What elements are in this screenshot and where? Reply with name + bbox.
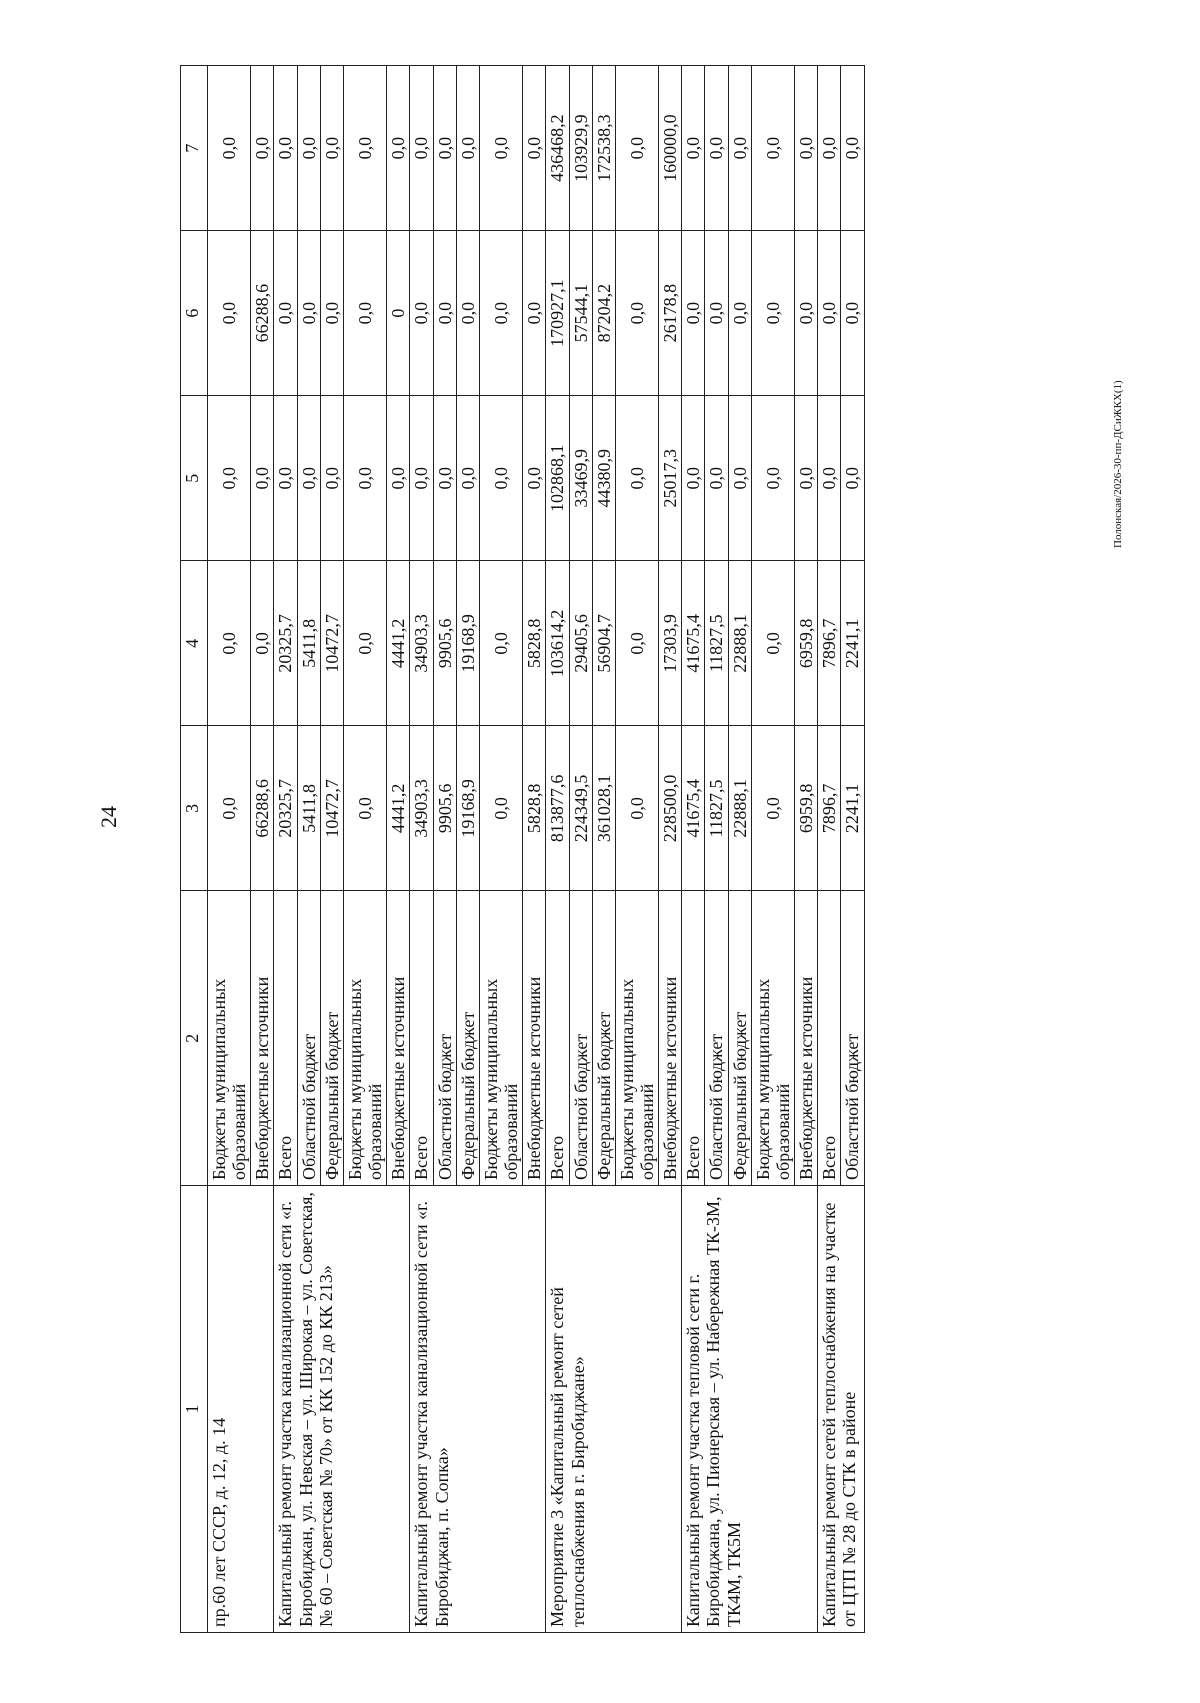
- table-row: [274, 66, 297, 1633]
- value-cell: 0,0: [433, 66, 456, 231]
- value-cell: 0,0: [456, 231, 479, 396]
- header-col-7: 7: [181, 66, 208, 231]
- value-cell: 172538,3: [592, 66, 615, 231]
- value-cell: 10472,7: [320, 561, 343, 726]
- value-cell: 0,0: [274, 396, 297, 561]
- value-cell: 0,0: [523, 396, 546, 561]
- funding-source: Внебюджетные источники: [523, 891, 546, 1186]
- value-cell: 0,0: [297, 66, 320, 231]
- value-cell: 0,0: [728, 396, 751, 561]
- value-cell: 7896,7: [818, 726, 841, 891]
- value-cell: 0,0: [343, 561, 386, 726]
- value-cell: 0,0: [208, 396, 251, 561]
- value-cell: 0,0: [479, 561, 522, 726]
- value-cell: 0,0: [208, 726, 251, 891]
- value-cell: 0,0: [682, 396, 705, 561]
- value-cell: 0: [387, 231, 410, 396]
- value-cell: 103614,2: [546, 561, 569, 726]
- value-cell: 44380,9: [592, 396, 615, 561]
- object-name: Капитальный ремонт участка тепловой сети г. Биробиджана, ул. Пионерская – ул. Набережная ТК-3М, ТК4М, ТК5М: [682, 1186, 818, 1633]
- table-row: [410, 66, 433, 1633]
- value-cell: 26178,8: [659, 231, 682, 396]
- funding-source: Всего: [410, 891, 433, 1186]
- value-cell: 0,0: [343, 231, 386, 396]
- funding-source: Областной бюджет: [705, 891, 728, 1186]
- value-cell: 11827,5: [705, 726, 728, 891]
- funding-source: Всего: [818, 891, 841, 1186]
- value-cell: 66288,6: [251, 726, 274, 891]
- value-cell: 41675,4: [682, 726, 705, 891]
- value-cell: 7896,7: [818, 561, 841, 726]
- funding-source: Внебюджетные источники: [659, 891, 682, 1186]
- value-cell: 0,0: [297, 396, 320, 561]
- header-col-3: 3: [181, 726, 208, 891]
- value-cell: 0,0: [751, 561, 794, 726]
- funding-source: Областной бюджет: [569, 891, 592, 1186]
- value-cell: 436468,2: [546, 66, 569, 231]
- value-cell: 0,0: [320, 231, 343, 396]
- value-cell: 5411,8: [297, 561, 320, 726]
- value-cell: 0,0: [841, 66, 864, 231]
- value-cell: 0,0: [479, 66, 522, 231]
- header-col-5: 5: [181, 396, 208, 561]
- funding-source: Внебюджетные источники: [387, 891, 410, 1186]
- object-name: Мероприятие 3 «Капитальный ремонт сетей теплоснабжения в г. Биробиджане»: [546, 1186, 682, 1633]
- value-cell: 361028,1: [592, 726, 615, 891]
- value-cell: 11827,5: [705, 561, 728, 726]
- page-number: 24: [96, 806, 121, 828]
- value-cell: 224349,5: [569, 726, 592, 891]
- value-cell: 4441,2: [387, 726, 410, 891]
- value-cell: 0,0: [320, 396, 343, 561]
- value-cell: 6959,8: [795, 561, 818, 726]
- value-cell: 0,0: [615, 66, 658, 231]
- value-cell: 0,0: [751, 396, 794, 561]
- funding-source: Бюджеты муниципальных образований: [343, 891, 386, 1186]
- value-cell: 0,0: [433, 396, 456, 561]
- funding-source: Областной бюджет: [297, 891, 320, 1186]
- value-cell: 0,0: [251, 396, 274, 561]
- value-cell: 0,0: [479, 396, 522, 561]
- value-cell: 0,0: [320, 66, 343, 231]
- value-cell: 0,0: [523, 66, 546, 231]
- value-cell: 170927,1: [546, 231, 569, 396]
- value-cell: 20325,7: [274, 561, 297, 726]
- funding-source: Бюджеты муниципальных образований: [615, 891, 658, 1186]
- value-cell: 813877,6: [546, 726, 569, 891]
- object-name: Капитальный ремонт сетей теплоснабжения на участке от ЦТП № 28 до СТК в районе: [818, 1186, 864, 1633]
- value-cell: 0,0: [297, 231, 320, 396]
- value-cell: 6959,8: [795, 726, 818, 891]
- funding-source: Всего: [682, 891, 705, 1186]
- value-cell: 0,0: [343, 396, 386, 561]
- value-cell: 34903,3: [410, 561, 433, 726]
- table-row: [546, 66, 569, 1633]
- value-cell: 0,0: [818, 396, 841, 561]
- value-cell: 17303,9: [659, 561, 682, 726]
- value-cell: 0,0: [795, 231, 818, 396]
- header-col-6: 6: [181, 231, 208, 396]
- value-cell: 0,0: [410, 66, 433, 231]
- value-cell: 102868,1: [546, 396, 569, 561]
- value-cell: 5828,8: [523, 726, 546, 891]
- value-cell: 0,0: [728, 231, 751, 396]
- value-cell: 103929,9: [569, 66, 592, 231]
- value-cell: 0,0: [208, 561, 251, 726]
- value-cell: 9905,6: [433, 726, 456, 891]
- value-cell: 41675,4: [682, 561, 705, 726]
- budget-table: [180, 65, 865, 1633]
- value-cell: 0,0: [523, 231, 546, 396]
- value-cell: 0,0: [795, 396, 818, 561]
- value-cell: 0,0: [479, 231, 522, 396]
- value-cell: 0,0: [251, 66, 274, 231]
- value-cell: 66288,6: [251, 231, 274, 396]
- value-cell: 0,0: [615, 231, 658, 396]
- value-cell: 0,0: [751, 231, 794, 396]
- value-cell: 57544,1: [569, 231, 592, 396]
- value-cell: 22888,1: [728, 726, 751, 891]
- funding-source: Федеральный бюджет: [456, 891, 479, 1186]
- value-cell: 0,0: [479, 726, 522, 891]
- value-cell: 5828,8: [523, 561, 546, 726]
- value-cell: 0,0: [705, 231, 728, 396]
- funding-source: Всего: [274, 891, 297, 1186]
- value-cell: 0,0: [343, 66, 386, 231]
- value-cell: 0,0: [682, 66, 705, 231]
- funding-source: Бюджеты муниципальных образований: [751, 891, 794, 1186]
- value-cell: 0,0: [343, 726, 386, 891]
- value-cell: 0,0: [433, 231, 456, 396]
- value-cell: 2241,1: [841, 561, 864, 726]
- value-cell: 87204,2: [592, 231, 615, 396]
- funding-source: Всего: [546, 891, 569, 1186]
- object-name: Капитальный ремонт участка канализационной сети «г. Биробиджан, ул. Невская – ул. Широкая – ул. Советская, № 60 – Советская № 70» от КК 152 до КК 213»: [274, 1186, 410, 1633]
- funding-source: Федеральный бюджет: [592, 891, 615, 1186]
- value-cell: 0,0: [251, 561, 274, 726]
- value-cell: 9905,6: [433, 561, 456, 726]
- value-cell: 33469,9: [569, 396, 592, 561]
- header-col-4: 4: [181, 561, 208, 726]
- value-cell: 0,0: [410, 396, 433, 561]
- value-cell: 160000,0: [659, 66, 682, 231]
- value-cell: 0,0: [841, 231, 864, 396]
- table-row: [818, 66, 841, 1633]
- value-cell: 0,0: [615, 561, 658, 726]
- value-cell: 0,0: [818, 231, 841, 396]
- header-col-1: 1: [181, 1186, 208, 1633]
- value-cell: 34903,3: [410, 726, 433, 891]
- value-cell: 5411,8: [297, 726, 320, 891]
- value-cell: 0,0: [705, 396, 728, 561]
- funding-source: Внебюджетные источники: [795, 891, 818, 1186]
- object-name: пр.60 лет СССР, д. 12, д. 14: [208, 1186, 274, 1633]
- value-cell: 0,0: [682, 231, 705, 396]
- value-cell: 20325,7: [274, 726, 297, 891]
- header-col-2: 2: [181, 891, 208, 1186]
- funding-source: Бюджеты муниципальных образований: [208, 891, 251, 1186]
- funding-source: Федеральный бюджет: [320, 891, 343, 1186]
- table-row: [682, 66, 705, 1633]
- value-cell: 0,0: [705, 66, 728, 231]
- value-cell: 0,0: [274, 231, 297, 396]
- funding-source: Внебюджетные источники: [251, 891, 274, 1186]
- funding-source: Бюджеты муниципальных образований: [479, 891, 522, 1186]
- header-row: [181, 66, 208, 1633]
- value-cell: 0,0: [841, 396, 864, 561]
- funding-source: Областной бюджет: [841, 891, 864, 1186]
- value-cell: 0,0: [456, 66, 479, 231]
- object-name: Капитальный ремонт участка канализационной сети «г. Биробиджан, п. Сопка»: [410, 1186, 546, 1633]
- value-cell: 2241,1: [841, 726, 864, 891]
- value-cell: 29405,6: [569, 561, 592, 726]
- value-cell: 0,0: [208, 66, 251, 231]
- value-cell: 4441,2: [387, 561, 410, 726]
- value-cell: 0,0: [728, 66, 751, 231]
- value-cell: 0,0: [387, 66, 410, 231]
- value-cell: 25017,3: [659, 396, 682, 561]
- value-cell: 0,0: [274, 66, 297, 231]
- value-cell: 56904,7: [592, 561, 615, 726]
- funding-source: Областной бюджет: [433, 891, 456, 1186]
- value-cell: 228500,0: [659, 726, 682, 891]
- value-cell: 0,0: [456, 396, 479, 561]
- value-cell: 0,0: [818, 66, 841, 231]
- rotated-table-area: [180, 65, 1070, 1633]
- value-cell: 0,0: [615, 396, 658, 561]
- value-cell: 22888,1: [728, 561, 751, 726]
- value-cell: 0,0: [751, 726, 794, 891]
- value-cell: 0,0: [208, 231, 251, 396]
- funding-source: Федеральный бюджет: [728, 891, 751, 1186]
- value-cell: 0,0: [751, 66, 794, 231]
- value-cell: 19168,9: [456, 726, 479, 891]
- table-row: [208, 66, 251, 1633]
- value-cell: 0,0: [410, 231, 433, 396]
- value-cell: 0,0: [795, 66, 818, 231]
- document-reference: Полонская/2026-30-пп-ДСиЖКХ(1): [1112, 380, 1124, 548]
- value-cell: 19168,9: [456, 561, 479, 726]
- value-cell: 0,0: [615, 726, 658, 891]
- value-cell: 10472,7: [320, 726, 343, 891]
- value-cell: 0,0: [387, 396, 410, 561]
